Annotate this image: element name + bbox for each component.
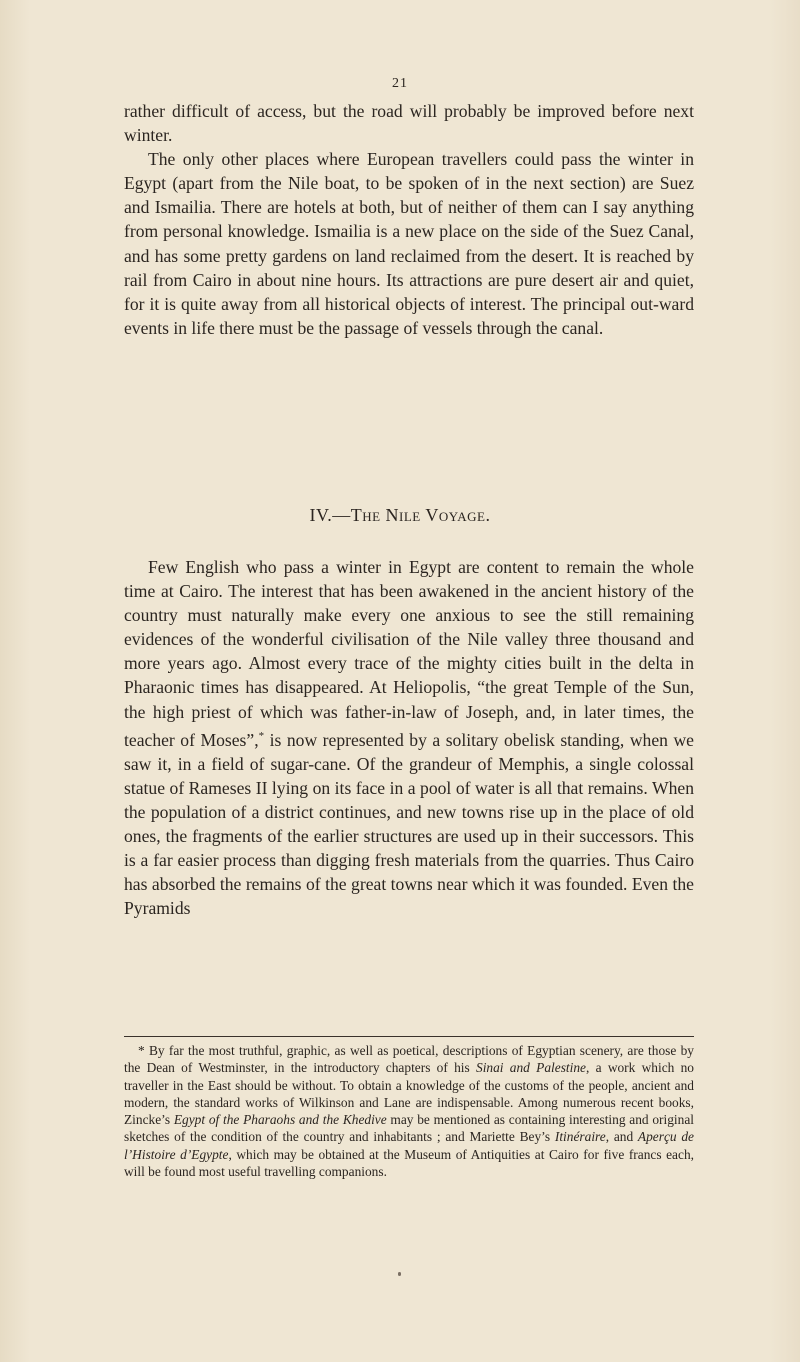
footnote-part-4: , and xyxy=(605,1129,638,1145)
section-heading: IV.—The Nile Voyage. xyxy=(309,505,491,525)
footnote-title-egypt-pharaohs: Egypt of the Pharaohs and the Khedive xyxy=(173,1112,387,1128)
paragraph-suez-ismailia: The only other places where European travellers could pass the winter in Egypt (apart from the Nile boat, to be spoken of in the next section) are Suez and Ismailia. There are hotels at both, but of neither of them can I say anything from personal knowledge. Ismailia is a new place on the side of the Suez Canal, and has some pretty gardens on land reclaimed from the desert. It is reached by rail from Cairo in about nine hours. Its attractions are pure desert air and quiet, for it is quite away from all historical objects of interest. The principal out-ward events in life there must be the passage of vessels through the canal. xyxy=(124,149,694,338)
body-text-top xyxy=(124,99,694,340)
footnote-text xyxy=(124,1042,694,1180)
paragraph-nile-voyage xyxy=(124,555,694,920)
paragraph-continued: rather difficult of access, but the road will probably be improved before next winter. xyxy=(124,101,694,146)
footnote-part-1: By far the most truthful, graphic, as well as poetical, descriptions of Egyptian scenery, are those by the Dean of Westminster, in the introductory chapters of his xyxy=(124,1043,694,1076)
footnote-part-3: may be mentioned as containing interesting and original sketches of the condition of the country and inhabitants ; and Mariette Bey’s xyxy=(124,1112,694,1145)
body-text-nile-voyage xyxy=(124,555,694,920)
footnote-reference: * xyxy=(258,729,265,742)
footnote xyxy=(124,1042,694,1180)
paragraph-text-end: is now represented by a solitary obelisk standing, when we saw it, in a field of sugar-cane. Of the grandeur of Memphis, a single colossal statue of Rameses II lying on its face in a pool of water is all that remains. When the population of a district continues, and new towns rise up in the place of old ones, the fragments of the earlier structures are used up in their successors. This is a far easier process than digging fresh materials from the quarries. Thus Cairo has absorbed the remains of the great towns near which it was founded. Even the Pyramids xyxy=(124,729,694,919)
paper-speck xyxy=(398,1272,401,1276)
footnote-part-2: , a work which no traveller in the East should be without. To obtain a knowledge of the customs of the people, ancient and modern, the standard works of Wilkinson and Lane are indispensable. Among numerous recent books, Zincke’s xyxy=(124,1060,694,1128)
footnote-part-5: , which may be obtained at the Museum of Antiquities at Cairo for five francs each, will be found most useful travelling companions. xyxy=(124,1146,694,1180)
footnote-mark: * xyxy=(138,1043,145,1058)
page-number: 21 xyxy=(392,76,408,91)
footnote-title-itineraire: Itinéraire xyxy=(554,1129,606,1145)
paragraph-text-start: Few English who pass a winter in Egypt are content to remain the whole time at Cairo. The interest that has been awakened in the ancient history of the country must naturally make every one anxious to see the still remaining evidences of the wonderful civilisation of the Nile valley three thousand and more years ago. Almost every trace of the mighty cities built in the delta in Pharaonic times has disappeared. At Heliopolis, “the great Temple of the Sun, the high priest of which was father-in-law of Joseph, and, in later times, the teacher of Moses”, xyxy=(124,557,694,750)
footnote-title-apercu: Aperçu de l’Histoire d’Egypte xyxy=(124,1129,694,1162)
footnote-title-sinai: Sinai and Palestine xyxy=(476,1060,586,1076)
footnote-divider xyxy=(124,1036,694,1037)
